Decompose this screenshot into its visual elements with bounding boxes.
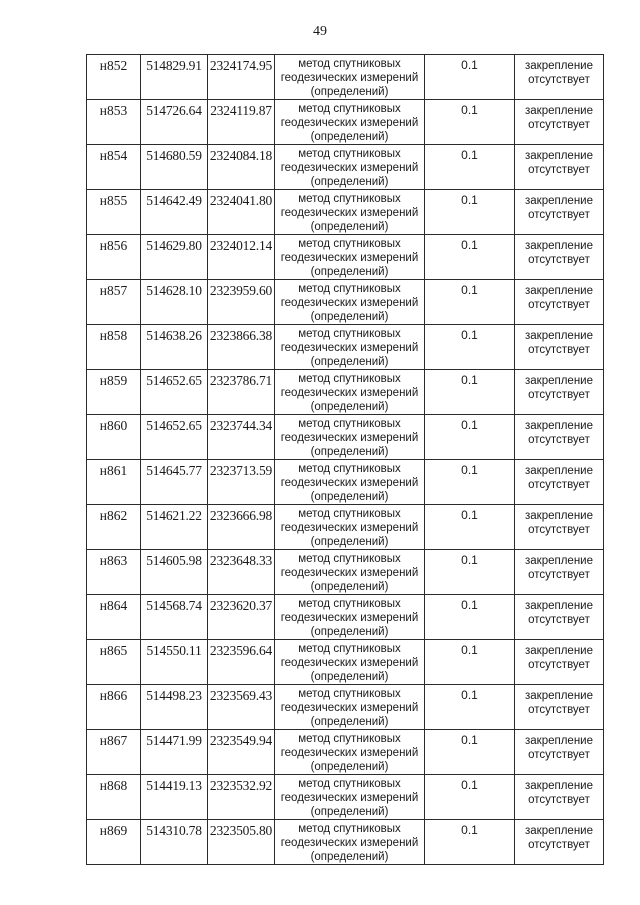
table-row bbox=[87, 235, 604, 280]
method-cell bbox=[275, 685, 425, 730]
point-name-cell: н867 bbox=[87, 730, 141, 775]
method-line: геодезических измерений bbox=[280, 117, 419, 129]
method-line: (определений) bbox=[310, 806, 389, 818]
x-coordinate-cell: 514642.49 bbox=[141, 190, 208, 235]
method-line: геодезических измерений bbox=[280, 612, 419, 624]
method-cell bbox=[275, 325, 425, 370]
table-row bbox=[87, 595, 604, 640]
page-number: 49 bbox=[313, 24, 327, 39]
x-coordinate-cell: 514471.99 bbox=[141, 730, 208, 775]
fixing-line: отсутствует bbox=[528, 569, 590, 581]
method-cell bbox=[275, 370, 425, 415]
accuracy-cell: 0.1 bbox=[425, 280, 515, 325]
y-coordinate-cell: 2324119.87 bbox=[208, 100, 275, 145]
method-line: геодезических измерений bbox=[280, 657, 419, 669]
accuracy-cell: 0.1 bbox=[425, 775, 515, 820]
fixing-description-cell bbox=[515, 370, 604, 415]
x-coordinate-cell: 514550.11 bbox=[141, 640, 208, 685]
table-row bbox=[87, 280, 604, 325]
fixing-description-cell bbox=[515, 190, 604, 235]
fixing-description-cell bbox=[515, 505, 604, 550]
fixing-line: отсутствует bbox=[528, 749, 590, 761]
table-row bbox=[87, 730, 604, 775]
fixing-description-cell bbox=[515, 550, 604, 595]
accuracy-cell: 0.1 bbox=[425, 370, 515, 415]
method-line: (определений) bbox=[310, 311, 389, 323]
fixing-description-cell bbox=[515, 685, 604, 730]
method-line: геодезических измерений bbox=[280, 252, 419, 264]
table-row bbox=[87, 100, 604, 145]
method-cell bbox=[275, 280, 425, 325]
method-line: геодезических измерений bbox=[280, 387, 419, 399]
method-cell bbox=[275, 730, 425, 775]
fixing-line: закрепление bbox=[525, 780, 593, 792]
y-coordinate-cell: 2324084.18 bbox=[208, 145, 275, 190]
y-coordinate-cell: 2323713.59 bbox=[208, 460, 275, 505]
x-coordinate-cell: 514645.77 bbox=[141, 460, 208, 505]
method-line: (определений) bbox=[310, 86, 389, 98]
y-coordinate-cell: 2323532.92 bbox=[208, 775, 275, 820]
fixing-line: закрепление bbox=[525, 375, 593, 387]
fixing-description-cell bbox=[515, 145, 604, 190]
method-cell bbox=[275, 595, 425, 640]
method-line: геодезических измерений bbox=[280, 522, 419, 534]
method-cell bbox=[275, 100, 425, 145]
fixing-line: закрепление bbox=[525, 150, 593, 162]
method-line: метод спутниковых bbox=[298, 733, 401, 745]
method-line: метод спутниковых bbox=[298, 193, 401, 205]
method-line: метод спутниковых bbox=[298, 328, 401, 340]
x-coordinate-cell: 514629.80 bbox=[141, 235, 208, 280]
fixing-line: отсутствует bbox=[528, 479, 590, 491]
method-line: (определений) bbox=[310, 356, 389, 368]
fixing-description-cell bbox=[515, 55, 604, 100]
method-line: геодезических измерений bbox=[280, 837, 419, 849]
method-line: геодезических измерений bbox=[280, 702, 419, 714]
method-line: геодезических измерений bbox=[280, 477, 419, 489]
table-row bbox=[87, 415, 604, 460]
coordinates-table-body bbox=[87, 55, 604, 865]
method-line: (определений) bbox=[310, 221, 389, 233]
point-name-cell: н855 bbox=[87, 190, 141, 235]
fixing-line: отсутствует bbox=[528, 839, 590, 851]
method-line: метод спутниковых bbox=[298, 103, 401, 115]
fixing-line: закрепление bbox=[525, 600, 593, 612]
table-row bbox=[87, 775, 604, 820]
method-cell bbox=[275, 820, 425, 865]
x-coordinate-cell: 514829.91 bbox=[141, 55, 208, 100]
y-coordinate-cell: 2323866.38 bbox=[208, 325, 275, 370]
method-line: (определений) bbox=[310, 446, 389, 458]
method-line: геодезических измерений bbox=[280, 567, 419, 579]
fixing-line: закрепление bbox=[525, 330, 593, 342]
point-name-cell: н861 bbox=[87, 460, 141, 505]
fixing-line: отсутствует bbox=[528, 704, 590, 716]
accuracy-cell: 0.1 bbox=[425, 505, 515, 550]
point-name-cell: н854 bbox=[87, 145, 141, 190]
method-cell bbox=[275, 775, 425, 820]
method-cell bbox=[275, 640, 425, 685]
method-line: геодезических измерений bbox=[280, 72, 419, 84]
table-row bbox=[87, 685, 604, 730]
method-line: метод спутниковых bbox=[298, 508, 401, 520]
fixing-line: закрепление bbox=[525, 420, 593, 432]
accuracy-cell: 0.1 bbox=[425, 145, 515, 190]
y-coordinate-cell: 2323744.34 bbox=[208, 415, 275, 460]
method-line: (определений) bbox=[310, 176, 389, 188]
method-cell bbox=[275, 460, 425, 505]
fixing-line: отсутствует bbox=[528, 389, 590, 401]
fixing-description-cell bbox=[515, 595, 604, 640]
table-row bbox=[87, 550, 604, 595]
method-cell bbox=[275, 415, 425, 460]
method-line: геодезических измерений bbox=[280, 792, 419, 804]
x-coordinate-cell: 514568.74 bbox=[141, 595, 208, 640]
fixing-line: отсутствует bbox=[528, 434, 590, 446]
table-row bbox=[87, 325, 604, 370]
table-row bbox=[87, 190, 604, 235]
accuracy-cell: 0.1 bbox=[425, 730, 515, 775]
method-line: (определений) bbox=[310, 536, 389, 548]
accuracy-cell: 0.1 bbox=[425, 685, 515, 730]
method-line: (определений) bbox=[310, 266, 389, 278]
point-name-cell: н864 bbox=[87, 595, 141, 640]
method-line: (определений) bbox=[310, 131, 389, 143]
accuracy-cell: 0.1 bbox=[425, 640, 515, 685]
x-coordinate-cell: 514419.13 bbox=[141, 775, 208, 820]
method-line: (определений) bbox=[310, 716, 389, 728]
method-line: геодезических измерений bbox=[280, 162, 419, 174]
method-line: (определений) bbox=[310, 401, 389, 413]
accuracy-cell: 0.1 bbox=[425, 460, 515, 505]
table-row bbox=[87, 370, 604, 415]
fixing-line: закрепление bbox=[525, 240, 593, 252]
accuracy-cell: 0.1 bbox=[425, 415, 515, 460]
accuracy-cell: 0.1 bbox=[425, 325, 515, 370]
method-line: геодезических измерений bbox=[280, 432, 419, 444]
x-coordinate-cell: 514310.78 bbox=[141, 820, 208, 865]
fixing-description-cell bbox=[515, 100, 604, 145]
fixing-description-cell bbox=[515, 460, 604, 505]
fixing-description-cell bbox=[515, 415, 604, 460]
y-coordinate-cell: 2324012.14 bbox=[208, 235, 275, 280]
fixing-line: отсутствует bbox=[528, 614, 590, 626]
method-line: (определений) bbox=[310, 671, 389, 683]
y-coordinate-cell: 2323505.80 bbox=[208, 820, 275, 865]
table-row bbox=[87, 505, 604, 550]
point-name-cell: н856 bbox=[87, 235, 141, 280]
fixing-line: закрепление bbox=[525, 465, 593, 477]
method-line: метод спутниковых bbox=[298, 778, 401, 790]
fixing-line: отсутствует bbox=[528, 524, 590, 536]
method-line: (определений) bbox=[310, 581, 389, 593]
method-cell bbox=[275, 55, 425, 100]
method-line: (определений) bbox=[310, 626, 389, 638]
table-row bbox=[87, 460, 604, 505]
y-coordinate-cell: 2323596.64 bbox=[208, 640, 275, 685]
method-cell bbox=[275, 550, 425, 595]
fixing-description-cell bbox=[515, 820, 604, 865]
point-name-cell: н852 bbox=[87, 55, 141, 100]
method-cell bbox=[275, 505, 425, 550]
fixing-line: закрепление bbox=[525, 555, 593, 567]
coordinates-table bbox=[86, 54, 604, 865]
fixing-line: закрепление bbox=[525, 510, 593, 522]
table-row bbox=[87, 640, 604, 685]
y-coordinate-cell: 2323648.33 bbox=[208, 550, 275, 595]
method-line: метод спутниковых bbox=[298, 238, 401, 250]
method-cell bbox=[275, 235, 425, 280]
fixing-line: закрепление bbox=[525, 645, 593, 657]
method-cell bbox=[275, 190, 425, 235]
method-line: (определений) bbox=[310, 851, 389, 863]
point-name-cell: н862 bbox=[87, 505, 141, 550]
x-coordinate-cell: 514726.64 bbox=[141, 100, 208, 145]
method-line: (определений) bbox=[310, 761, 389, 773]
method-line: геодезических измерений bbox=[280, 747, 419, 759]
y-coordinate-cell: 2323620.37 bbox=[208, 595, 275, 640]
fixing-line: отсутствует bbox=[528, 344, 590, 356]
accuracy-cell: 0.1 bbox=[425, 55, 515, 100]
method-line: геодезических измерений bbox=[280, 297, 419, 309]
fixing-line: закрепление bbox=[525, 825, 593, 837]
fixing-line: закрепление bbox=[525, 195, 593, 207]
x-coordinate-cell: 514652.65 bbox=[141, 370, 208, 415]
accuracy-cell: 0.1 bbox=[425, 100, 515, 145]
fixing-line: отсутствует bbox=[528, 209, 590, 221]
table-row bbox=[87, 55, 604, 100]
point-name-cell: н869 bbox=[87, 820, 141, 865]
y-coordinate-cell: 2323569.43 bbox=[208, 685, 275, 730]
accuracy-cell: 0.1 bbox=[425, 595, 515, 640]
point-name-cell: н865 bbox=[87, 640, 141, 685]
method-line: метод спутниковых bbox=[298, 643, 401, 655]
y-coordinate-cell: 2324174.95 bbox=[208, 55, 275, 100]
fixing-line: закрепление bbox=[525, 735, 593, 747]
fixing-line: отсутствует bbox=[528, 254, 590, 266]
method-line: метод спутниковых bbox=[298, 598, 401, 610]
method-line: метод спутниковых bbox=[298, 283, 401, 295]
x-coordinate-cell: 514621.22 bbox=[141, 505, 208, 550]
point-name-cell: н863 bbox=[87, 550, 141, 595]
point-name-cell: н868 bbox=[87, 775, 141, 820]
fixing-description-cell bbox=[515, 235, 604, 280]
fixing-description-cell bbox=[515, 775, 604, 820]
method-line: (определений) bbox=[310, 491, 389, 503]
fixing-description-cell bbox=[515, 325, 604, 370]
fixing-line: закрепление bbox=[525, 690, 593, 702]
method-line: метод спутниковых bbox=[298, 58, 401, 70]
method-line: метод спутниковых bbox=[298, 373, 401, 385]
x-coordinate-cell: 514498.23 bbox=[141, 685, 208, 730]
point-name-cell: н853 bbox=[87, 100, 141, 145]
y-coordinate-cell: 2323959.60 bbox=[208, 280, 275, 325]
accuracy-cell: 0.1 bbox=[425, 820, 515, 865]
fixing-line: отсутствует bbox=[528, 164, 590, 176]
fixing-line: закрепление bbox=[525, 60, 593, 72]
fixing-description-cell bbox=[515, 280, 604, 325]
accuracy-cell: 0.1 bbox=[425, 190, 515, 235]
method-cell bbox=[275, 145, 425, 190]
method-line: геодезических измерений bbox=[280, 342, 419, 354]
method-line: метод спутниковых bbox=[298, 148, 401, 160]
fixing-line: отсутствует bbox=[528, 74, 590, 86]
point-name-cell: н860 bbox=[87, 415, 141, 460]
x-coordinate-cell: 514680.59 bbox=[141, 145, 208, 190]
point-name-cell: н859 bbox=[87, 370, 141, 415]
y-coordinate-cell: 2323549.94 bbox=[208, 730, 275, 775]
y-coordinate-cell: 2324041.80 bbox=[208, 190, 275, 235]
table-row bbox=[87, 820, 604, 865]
fixing-line: закрепление bbox=[525, 285, 593, 297]
accuracy-cell: 0.1 bbox=[425, 235, 515, 280]
method-line: метод спутниковых bbox=[298, 553, 401, 565]
point-name-cell: н858 bbox=[87, 325, 141, 370]
fixing-line: закрепление bbox=[525, 105, 593, 117]
fixing-line: отсутствует bbox=[528, 659, 590, 671]
accuracy-cell: 0.1 bbox=[425, 550, 515, 595]
fixing-description-cell bbox=[515, 640, 604, 685]
y-coordinate-cell: 2323666.98 bbox=[208, 505, 275, 550]
method-line: метод спутниковых bbox=[298, 823, 401, 835]
method-line: метод спутниковых bbox=[298, 463, 401, 475]
y-coordinate-cell: 2323786.71 bbox=[208, 370, 275, 415]
x-coordinate-cell: 514652.65 bbox=[141, 415, 208, 460]
fixing-line: отсутствует bbox=[528, 299, 590, 311]
method-line: геодезических измерений bbox=[280, 207, 419, 219]
fixing-description-cell bbox=[515, 730, 604, 775]
point-name-cell: н866 bbox=[87, 685, 141, 730]
table-row bbox=[87, 145, 604, 190]
method-line: метод спутниковых bbox=[298, 418, 401, 430]
x-coordinate-cell: 514605.98 bbox=[141, 550, 208, 595]
method-line: метод спутниковых bbox=[298, 688, 401, 700]
x-coordinate-cell: 514628.10 bbox=[141, 280, 208, 325]
point-name-cell: н857 bbox=[87, 280, 141, 325]
fixing-line: отсутствует bbox=[528, 794, 590, 806]
fixing-line: отсутствует bbox=[528, 119, 590, 131]
x-coordinate-cell: 514638.26 bbox=[141, 325, 208, 370]
